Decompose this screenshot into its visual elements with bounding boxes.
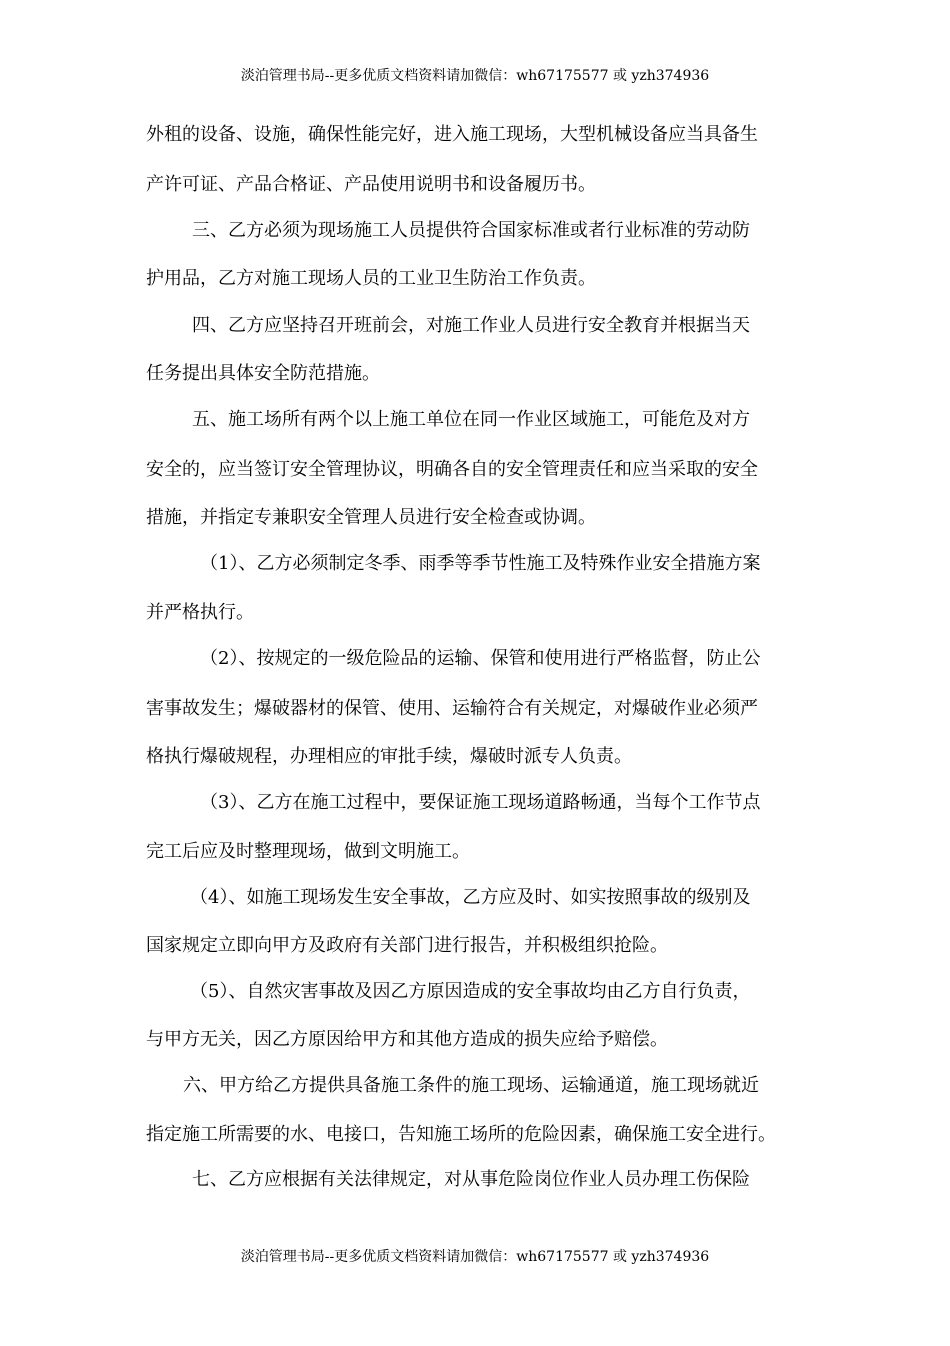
body-line: 安全的，应当签订安全管理协议，明确各自的安全管理责任和应当采取的安全: [146, 459, 758, 480]
body-line: 护用品，乙方对施工现场人员的工业卫生防治工作负责。: [146, 268, 596, 289]
body-line: 完工后应及时整理现场，做到文明施工。: [146, 841, 470, 862]
body-line: 外租的设备、设施，确保性能完好，进入施工现场，大型机械设备应当具备生: [146, 124, 758, 145]
body-line: 格执行爆破规程，办理相应的审批手续，爆破时派专人负责。: [146, 746, 632, 767]
body-line: 指定施工所需要的水、电接口，告知施工场所的危险因素，确保施工安全进行。: [146, 1124, 776, 1145]
body-line: （2）、按规定的一级危险品的运输、保管和使用进行严格监督，防止公: [200, 648, 761, 669]
body-line: 并严格执行。: [146, 602, 254, 623]
body-line: 五、施工场所有两个以上施工单位在同一作业区域施工，可能危及对方: [192, 409, 750, 430]
body-line: （5）、自然灾害事故及因乙方原因造成的安全事故均由乙方自行负责，: [190, 981, 751, 1002]
body-line: 七、乙方应根据有关法律规定，对从事危险岗位作业人员办理工伤保险: [192, 1169, 750, 1190]
body-line: （3）、乙方在施工过程中，要保证施工现场道路畅通，当每个工作节点: [200, 792, 761, 813]
body-line: 害事故发生；爆破器材的保管、使用、运输符合有关规定，对爆破作业必须严: [146, 698, 758, 719]
body-line: 与甲方无关，因乙方原因给甲方和其他方造成的损失应给予赔偿。: [146, 1029, 668, 1050]
page-footer: 淡泊管理书局--更多优质文档资料请加微信：wh67175577 或 yzh374936: [240, 1249, 710, 1265]
body-line: （4）、如施工现场发生安全事故，乙方应及时、如实按照事故的级别及: [190, 887, 751, 908]
body-line: 国家规定立即向甲方及政府有关部门进行报告，并积极组织抢险。: [146, 935, 668, 956]
body-line: 产许可证、产品合格证、产品使用说明书和设备履历书。: [146, 174, 596, 195]
page-header: 淡泊管理书局--更多优质文档资料请加微信：wh67175577 或 yzh374936: [240, 68, 710, 84]
body-line: 措施，并指定专兼职安全管理人员进行安全检查或协调。: [146, 507, 596, 528]
body-line: （1）、乙方必须制定冬季、雨季等季节性施工及特殊作业安全措施方案: [200, 553, 761, 574]
body-line: 三、乙方必须为现场施工人员提供符合国家标准或者行业标准的劳动防: [192, 220, 750, 241]
body-line: 任务提出具体安全防范措施。: [146, 363, 380, 384]
body-line: 六、甲方给乙方提供具备施工条件的施工现场、运输通道，施工现场就近: [183, 1075, 759, 1096]
body-line: 四、乙方应坚持召开班前会，对施工作业人员进行安全教育并根据当天: [192, 315, 750, 336]
